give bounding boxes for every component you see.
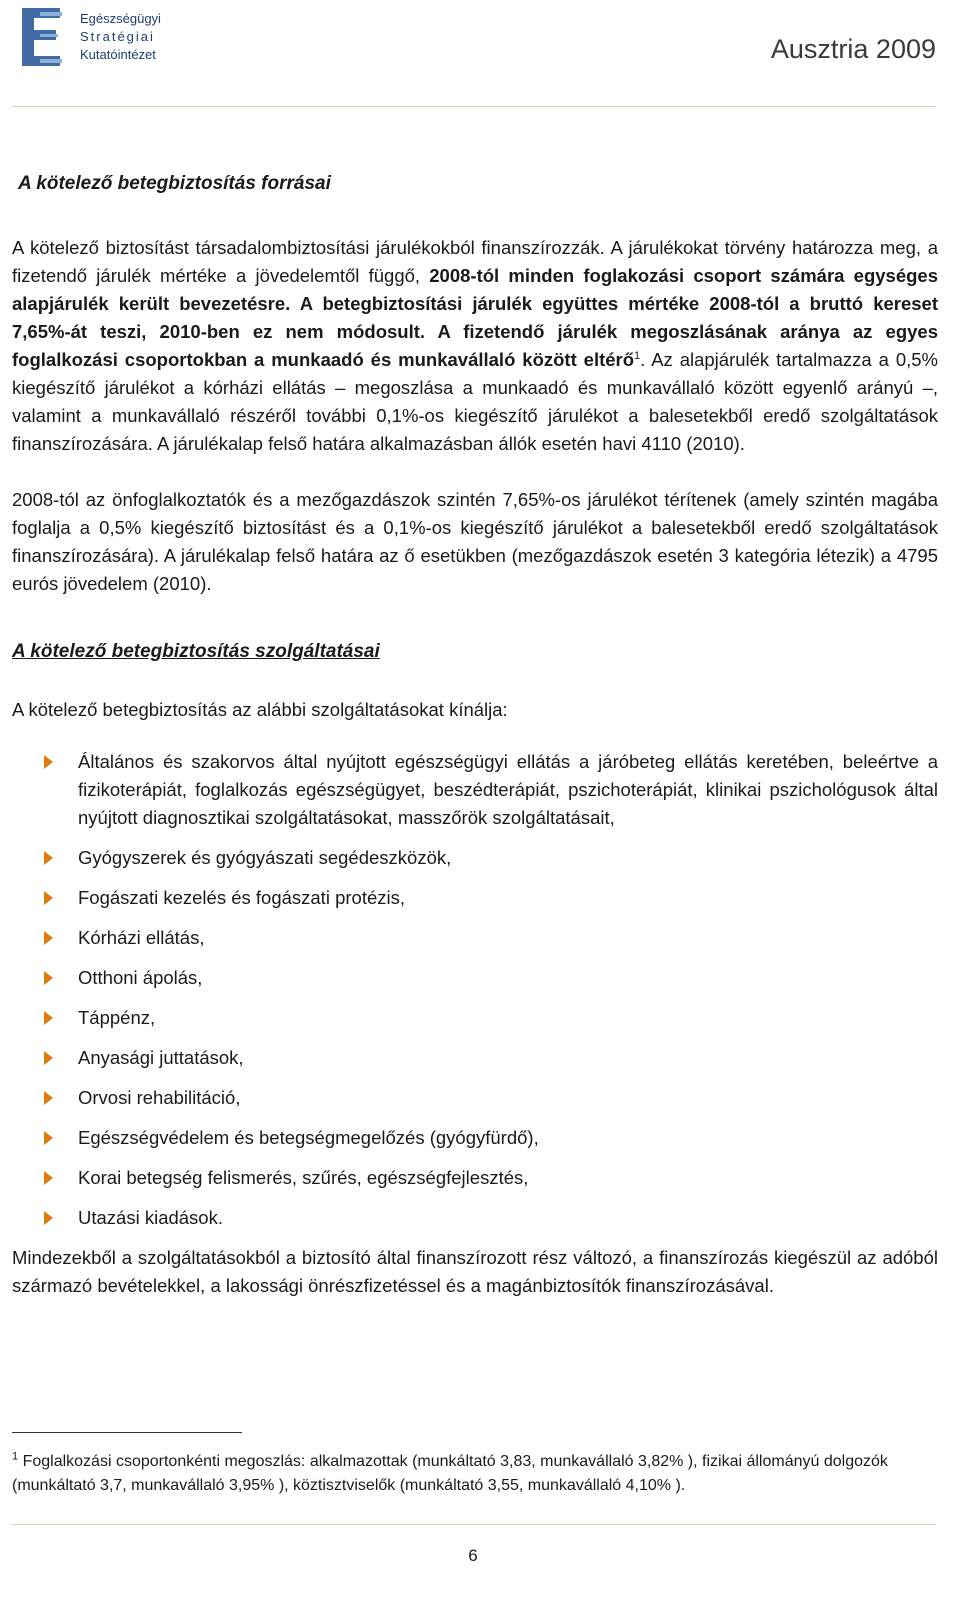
paragraph-text: . Az alapjárulék tartalmazza a 0,5% kiegészítő járulékot a kórházi ellátás – megoszlása a munkaadó és munkavállaló között egyenlő arányú –, valamint a munkavállaló részéről további 0,1%-os kiegészítő járulékot a balesetekből eredő szolgáltatások finanszírozására. A járulékalap felső határa alkalmazásban állók esetén havi 4110 (2010). xyxy=(12,349,938,454)
logo-line-1: Egészségügyi xyxy=(80,11,161,26)
logo-mark-icon xyxy=(18,4,64,70)
institute-logo xyxy=(18,4,168,74)
bullet-arrow-icon xyxy=(44,1011,53,1025)
list-item xyxy=(12,1004,938,1032)
bold-text: 2008-tól minden foglakozási csoport számára egységes alapjárulék került bevezetésre. A betegbiztosítási járulék együttes mértéke 2008-tól a bruttó kereset 7,65%-át teszi, 2010-ben ez nem módosult. A fizetendő járulék megoszlásának aránya az egyes foglalkozási csoportokban a munkaadó és munkavállaló között eltérő xyxy=(12,265,938,370)
list-item-text: Gyógyszerek és gyógyászati segédeszközök, xyxy=(78,847,452,868)
page-content xyxy=(12,170,938,1300)
list-item-text: Orvosi rehabilitáció, xyxy=(78,1087,241,1108)
list-item-text: Otthoni ápolás, xyxy=(78,967,203,988)
footnote-ref[interactable]: 1 xyxy=(634,349,641,362)
list-item xyxy=(12,1124,938,1152)
list-item xyxy=(12,1204,938,1232)
footnote-marker: 1 xyxy=(12,1450,19,1463)
bullet-arrow-icon xyxy=(44,891,53,905)
paragraph-contributions xyxy=(12,234,938,458)
logo-line-3: Kutatóintézet xyxy=(80,47,156,62)
section-title-services: A kötelező betegbiztosítás szolgáltatásai xyxy=(12,641,380,662)
list-item-text: Fogászati kezelés és fogászati protézis, xyxy=(78,887,405,908)
list-item xyxy=(12,964,938,992)
bullet-arrow-icon xyxy=(44,971,53,985)
bullet-arrow-icon xyxy=(44,755,53,769)
list-item-text: Általános és szakorvos által nyújtott egészségügyi ellátás a járóbeteg ellátás keretében, beleértve a fizikoterápiát, foglalkozás egészségügyet, beszédterápiát, pszichoterápiát, klinikai pszichológusok által nyújtott diagnosztikai szolgáltatásokat, masszőrök szolgáltatásait, xyxy=(78,751,938,828)
services-list xyxy=(12,748,938,1232)
list-item-text: Anyasági juttatások, xyxy=(78,1047,244,1068)
list-item xyxy=(12,1164,938,1192)
section-title-sources: A kötelező betegbiztosítás forrásai xyxy=(18,173,331,194)
list-item xyxy=(12,1044,938,1072)
paragraph-financing: Mindezekből a szolgáltatásokból a biztosító által finanszírozott rész változó, a finanszírozás kiegészül az adóból származó bevételekkel, a lakossági önrészfizetéssel és a magánbiztosítók finanszírozásával. xyxy=(12,1247,938,1296)
footnote-divider xyxy=(12,1432,242,1433)
page-number: 6 xyxy=(468,1546,478,1565)
bullet-arrow-icon xyxy=(44,1171,53,1185)
paragraph-text: A kötelező biztosítást társadalombiztosítási járulékokból finanszírozzák. A járulékokat törvény határozza meg, a fizetendő járulék mértéke a jövedelemtől függő, xyxy=(12,237,938,286)
list-item xyxy=(12,1084,938,1112)
bullet-arrow-icon xyxy=(44,1051,53,1065)
page-header xyxy=(0,0,960,110)
document-title: Ausztria 2009 xyxy=(770,34,936,64)
footer-divider xyxy=(12,1524,936,1525)
list-item xyxy=(12,924,938,952)
list-item-text: Egészségvédelem és betegségmegelőzés (gyógyfürdő), xyxy=(78,1127,539,1148)
list-item-text: Kórházi ellátás, xyxy=(78,927,205,948)
bullet-arrow-icon xyxy=(44,931,53,945)
list-item xyxy=(12,748,938,832)
bullet-arrow-icon xyxy=(44,1131,53,1145)
list-item-text: Táppénz, xyxy=(78,1007,156,1028)
footnote xyxy=(12,1450,938,1498)
list-item xyxy=(12,884,938,912)
logo-line-2: Stratégiai xyxy=(80,29,155,44)
list-item xyxy=(12,844,938,872)
bullet-arrow-icon xyxy=(44,851,53,865)
paragraph-self-employed: 2008-tól az önfoglalkoztatók és a mezőgazdászok szintén 7,65%-os járulékot térítenek (amely szintén magába foglalja a 0,5% kiegészítő biztosítást és a 0,1%-os kiegészítő járulékot a balesetekből eredő szolgáltatások finanszírozására). A járulékalap felső határa az ő esetükben (mezőgazdászok esetén 3 kategória létezik) a 4795 eurós jövedelem (2010). xyxy=(12,489,938,594)
list-item-text: Utazási kiadások. xyxy=(78,1207,223,1228)
bullet-arrow-icon xyxy=(44,1091,53,1105)
list-item-text: Korai betegség felismerés, szűrés, egészségfejlesztés, xyxy=(78,1167,529,1188)
services-intro: A kötelező betegbiztosítás az alábbi szolgáltatásokat kínálja: xyxy=(12,699,508,720)
header-divider xyxy=(12,106,936,107)
bullet-arrow-icon xyxy=(44,1211,53,1225)
footnote-text: Foglalkozási csoportonkénti megoszlás: alkalmazottak (munkáltató 3,83, munkavállaló 3,82% ), fizikai állományú dolgozók (munkáltató 3,7, munkavállaló 3,95% ), köztisztviselők (munkáltató 3,55, munkavállaló 4,10% ). xyxy=(12,1453,888,1494)
